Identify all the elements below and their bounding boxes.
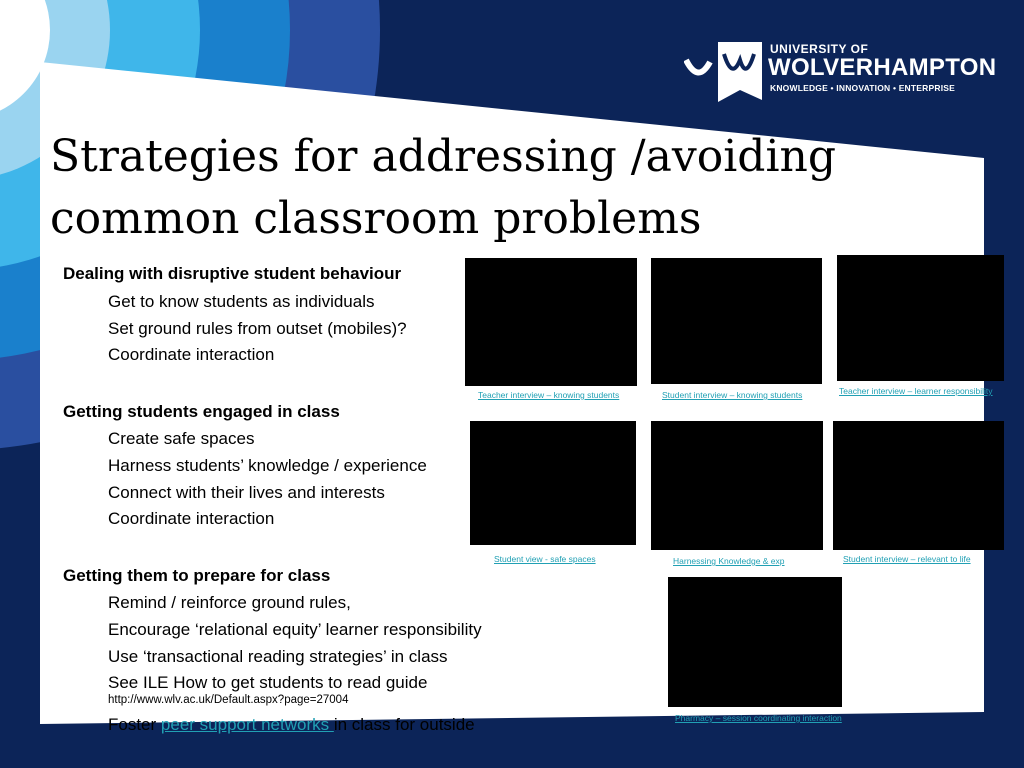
video-caption-link[interactable]: Harnessing Knowledge & exp xyxy=(673,556,785,566)
slide-title-line-2: common classroom problems xyxy=(50,193,702,244)
video-caption-link[interactable]: Teacher interview – learner responsibility xyxy=(839,386,993,396)
logo-tagline: KNOWLEDGE • INNOVATION • ENTERPRISE xyxy=(770,83,956,93)
section-heading: Getting them to prepare for class xyxy=(63,566,331,585)
video-player[interactable] xyxy=(837,255,1004,381)
list-item: Coordinate interaction xyxy=(108,509,275,528)
video-player[interactable] xyxy=(470,421,636,545)
video-player[interactable] xyxy=(833,421,1004,550)
list-item: Remind / reinforce ground rules, xyxy=(108,593,351,612)
list-item: See ILE How to get students to read guide xyxy=(108,673,428,692)
list-item: Use ‘transactional reading strategies’ in class xyxy=(108,647,448,666)
video-player[interactable] xyxy=(465,258,637,386)
peer-support-networks-link[interactable]: peer support networks xyxy=(160,715,334,734)
video-caption-link[interactable]: Student view - safe spaces xyxy=(494,554,596,564)
list-item: Encourage ‘relational equity’ learner responsibility xyxy=(108,620,482,639)
video-caption-link[interactable]: Student interview – relevant to life xyxy=(843,554,971,564)
logo-university-of: UNIVERSITY OF xyxy=(770,42,869,56)
foster-text-after: in class for outside xyxy=(333,715,475,734)
video-caption-link[interactable]: Student interview – knowing students xyxy=(662,390,803,400)
video-player[interactable] xyxy=(651,258,822,384)
section-heading: Getting students engaged in class xyxy=(63,402,340,421)
logo-mark-icon xyxy=(684,40,764,106)
list-item: Connect with their lives and interests xyxy=(108,483,385,502)
video-caption-link[interactable]: Teacher interview – knowing students xyxy=(478,390,620,400)
slide-title xyxy=(50,126,950,250)
list-item: Create safe spaces xyxy=(108,429,255,448)
list-item: Harness students’ knowledge / experience xyxy=(108,456,427,475)
video-caption-link[interactable]: Pharmacy – session coordinating interaction xyxy=(675,713,842,723)
video-player[interactable] xyxy=(668,577,842,707)
list-item: Coordinate interaction xyxy=(108,345,275,364)
list-item: Set ground rules from outset (mobiles)? xyxy=(108,319,407,338)
slide-title-line-1: Strategies for addressing /avoiding xyxy=(50,131,837,182)
section-heading: Dealing with disruptive student behaviour xyxy=(63,264,402,283)
foster-text-before: Foster xyxy=(108,715,161,734)
list-item-foster xyxy=(108,715,475,735)
guide-url: http://www.wlv.ac.uk/Default.aspx?page=27004 xyxy=(108,694,349,706)
university-logo xyxy=(684,40,997,106)
logo-name: WOLVERHAMPTON xyxy=(768,54,997,81)
list-item: Get to know students as individuals xyxy=(108,292,375,311)
video-player[interactable] xyxy=(651,421,823,550)
